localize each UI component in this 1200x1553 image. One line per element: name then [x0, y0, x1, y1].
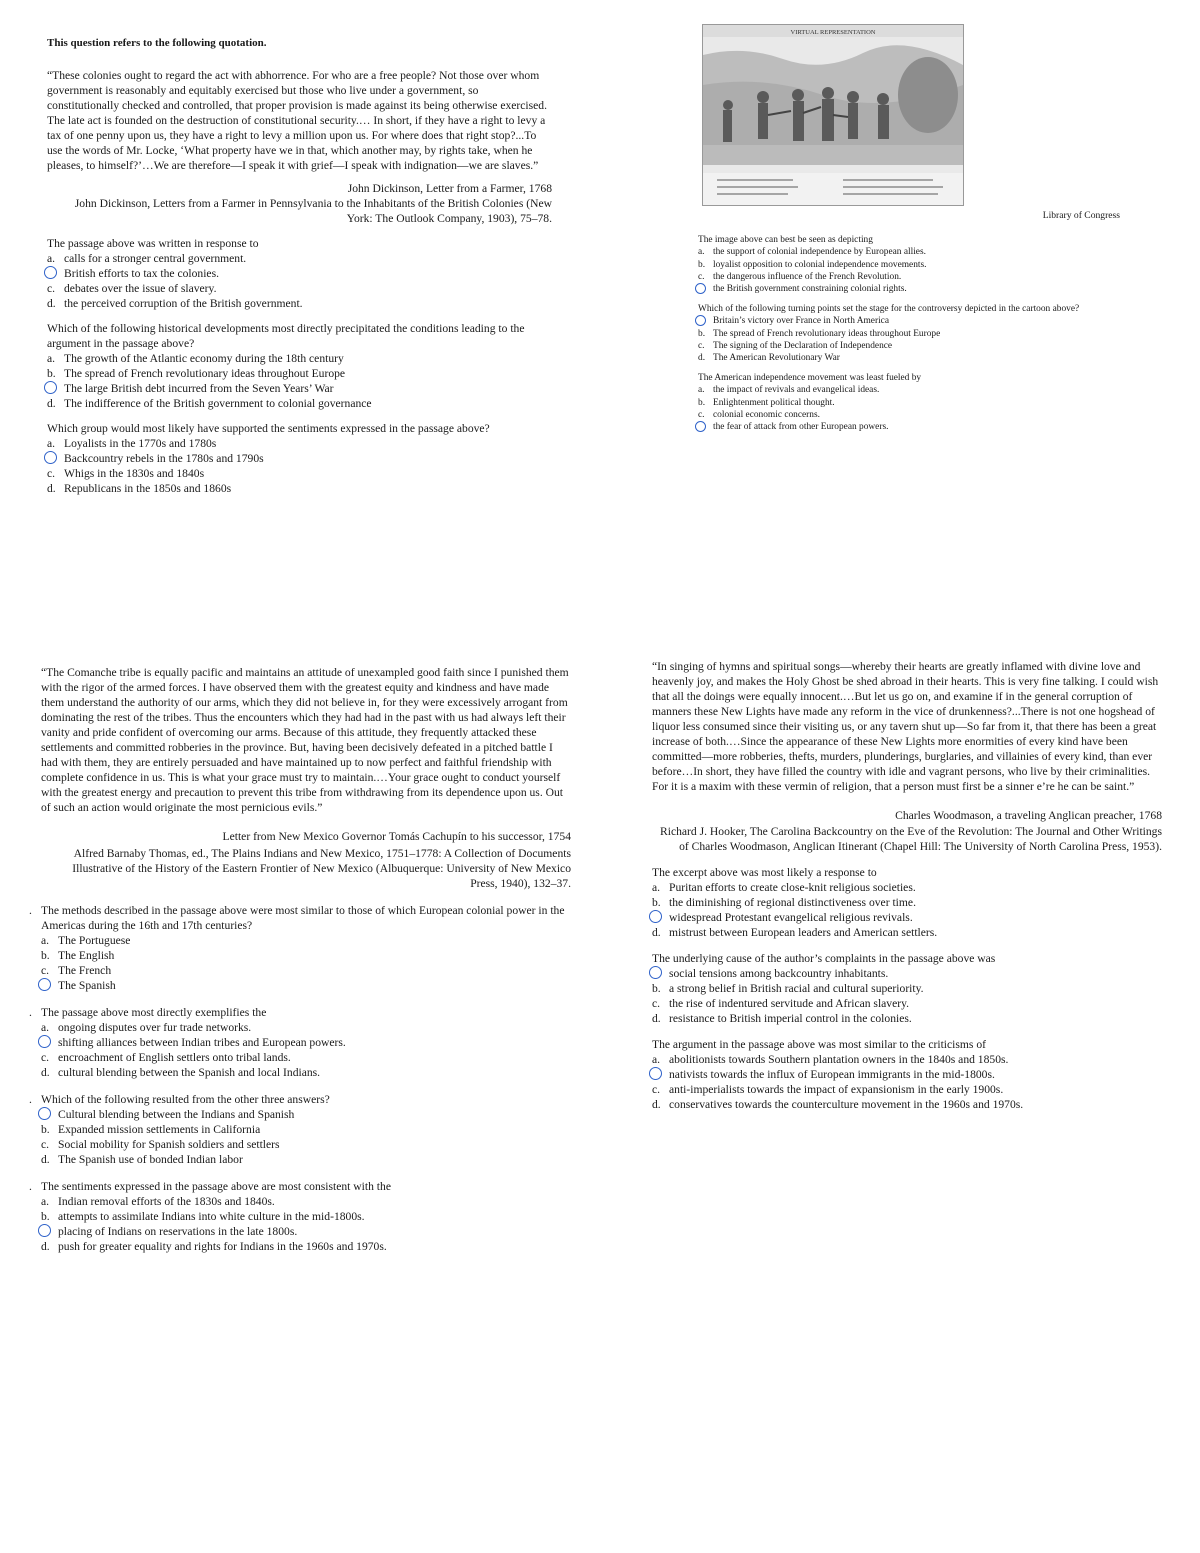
political-cartoon-image — [702, 24, 964, 206]
stem-text: The methods described in the passage above were most similar to those of which European colonial power in the Americas during the 16th and 17th centuries? — [41, 904, 565, 932]
answer-option[interactable] — [41, 1239, 571, 1254]
selected-circle-icon — [649, 1067, 662, 1080]
option-letter: d. — [652, 1098, 661, 1111]
option-text: the British government constraining colonial rights. — [713, 284, 907, 295]
source-line: Richard J. Hooker, The Carolina Backcountry on the Eve of the Revolution: The Journal and Other Writings of Charles Woodmason, Anglican Itinerant (Chapel Hill: The University of North Carolina Press, 1953). — [660, 825, 1162, 853]
image-credit: Library of Congress — [1042, 210, 1120, 221]
option-letter: d. — [652, 1012, 661, 1025]
answer-option[interactable] — [41, 1050, 571, 1065]
question-number-marker: . — [29, 904, 32, 917]
option-text: Expanded mission settlements in California — [58, 1123, 261, 1136]
answer-option[interactable] — [47, 396, 552, 411]
answer-option[interactable] — [698, 340, 1128, 352]
option-text: The Spanish use of bonded Indian labor — [58, 1153, 243, 1166]
quotation: “These colonies ought to regard the act with abhorrence. For who are a free people? Not those over whom government is reasonably and equitably exercised but those who live under a government, so constitutionally checked and controlled, that proper provision is made against its being otherwise exercised. The late act is founded on the destruction of constitutional security.… In short, if they have a right to levy a tax of one penny upon us, they have a right to levy a million upon us. For where does that right stop?...To use the words of Mr. Locke, ‘What property have we in that, which another may, by rights take, when he pleases, to himself?’…We are therefore—I speak it with grief—I speak with indignation—we are slaves.” — [47, 69, 548, 172]
selected-circle-icon — [38, 1035, 51, 1048]
option-letter: c. — [652, 997, 661, 1010]
answer-option[interactable] — [698, 397, 1128, 409]
answer-option-selected[interactable] — [652, 966, 1162, 981]
question-number-marker: . — [29, 1006, 32, 1019]
answer-option[interactable] — [47, 436, 552, 451]
answer-option[interactable] — [698, 352, 1128, 364]
option-letter: b. — [698, 397, 706, 408]
option-text: a strong belief in British racial and cultural superiority. — [669, 982, 924, 995]
answer-option[interactable] — [41, 1152, 571, 1167]
option-text: nativists towards the influx of European immigrants in the mid-1800s. — [669, 1068, 995, 1081]
option-text: Puritan efforts to create close-knit religious societies. — [669, 881, 916, 894]
option-letter: c. — [698, 409, 705, 420]
source-citation — [41, 829, 571, 891]
question-stem: Which of the following historical developments most directly precipitated the conditions leading to the argument in the passage above? — [47, 322, 525, 350]
option-text: shifting alliances between Indian tribes and European powers. — [58, 1036, 346, 1049]
stem-text: The passage above most directly exemplifies the — [41, 1006, 267, 1019]
option-letter: b. — [698, 259, 706, 270]
answer-option[interactable] — [47, 251, 552, 266]
answer-option[interactable] — [652, 1052, 1162, 1067]
option-text: loyalist opposition to colonial independence movements. — [713, 259, 927, 270]
option-letter: b. — [698, 328, 706, 339]
question-stem: The underlying cause of the author’s complaints in the passage above was — [652, 952, 996, 965]
option-letter: a. — [41, 1195, 50, 1208]
question — [652, 951, 1162, 1026]
answer-option[interactable] — [47, 296, 552, 311]
source-line: Charles Woodmason, a traveling Anglican preacher, 1768 — [895, 809, 1162, 822]
option-text: anti-imperialists towards the impact of expansionism in the early 1900s. — [669, 1083, 1004, 1096]
option-letter: c. — [41, 964, 50, 977]
selected-circle-icon — [38, 1107, 51, 1120]
source-citation — [47, 181, 552, 226]
option-letter: b. — [47, 367, 56, 380]
answer-option-selected[interactable] — [652, 1067, 1162, 1082]
answer-option[interactable] — [47, 281, 552, 296]
answer-option[interactable] — [41, 948, 571, 963]
selected-circle-icon — [38, 1224, 51, 1237]
selected-circle-icon — [44, 266, 57, 279]
question — [47, 421, 552, 496]
question-stem — [29, 1092, 571, 1107]
option-letter: a. — [47, 437, 56, 450]
option-letter: c. — [698, 271, 705, 282]
option-text: The spread of French revolutionary ideas throughout Europe — [713, 328, 941, 339]
answer-option[interactable] — [698, 328, 1128, 340]
option-letter: d. — [652, 926, 661, 939]
selected-circle-icon — [44, 451, 57, 464]
answer-option[interactable] — [698, 259, 1128, 271]
option-letter: a. — [698, 385, 705, 396]
answer-option-selected[interactable] — [41, 978, 571, 993]
answer-option[interactable] — [41, 1194, 571, 1209]
question — [29, 903, 571, 993]
option-text: The large British debt incurred from the Seven Years’ War — [64, 382, 334, 395]
question — [698, 234, 1128, 295]
answer-option[interactable] — [652, 996, 1162, 1011]
option-text: widespread Protestant evangelical religious revivals. — [669, 911, 913, 924]
selected-circle-icon — [38, 978, 51, 991]
question-stem: Which group would most likely have supported the sentiments expressed in the passage above? — [47, 422, 490, 435]
answer-option[interactable] — [41, 1137, 571, 1152]
option-text: Indian removal efforts of the 1830s and 1840s. — [58, 1195, 275, 1208]
worksheet-panel-cachupin — [29, 665, 571, 1254]
answer-option[interactable] — [47, 366, 552, 381]
option-text: abolitionists towards Southern plantation owners in the 1840s and 1850s. — [669, 1053, 1009, 1066]
stem-text: The sentiments expressed in the passage above are most consistent with the — [41, 1180, 391, 1193]
option-letter: c. — [41, 1051, 50, 1064]
question — [652, 1037, 1162, 1112]
option-letter: a. — [652, 1053, 661, 1066]
quotation: “In singing of hymns and spiritual songs—whereby their hearts are greatly inflamed with divine love and heavenly joy, and makes the Holy Ghost be shed abroad in their hearts. This is very fine talking. I could wish that all the doings were equally innocent.…But let us go on, and examine if in the general corruption of manners these New Lights have made any reform in the vice of drunkenness?...There is not one hogshead of liquor less consumed since their visiting us, or any tavern shut up—So far from it, that there has been a great increase of both.…Since the appearance of these New Lights more enormities of every kind have been committed—more robberies, thefts, murders, plunderings, burglaries, and villainies of every kind, than ever before…In short, they have filled the country with idle and vagrant persons, who live by their criminalities. For it is a maxim with these vermin of religion, that a person must first be a sinner e’re he can be saint.” — [652, 660, 1159, 793]
option-text: the fear of attack from other European powers. — [713, 422, 889, 433]
question-stem — [29, 903, 571, 933]
option-text: the rise of indentured servitude and African slavery. — [669, 997, 910, 1010]
option-text: the dangerous influence of the French Revolution. — [713, 271, 902, 282]
option-text: The indifference of the British government to colonial governance — [64, 397, 372, 410]
answer-option[interactable] — [41, 1209, 571, 1224]
option-text: The signing of the Declaration of Independence — [713, 340, 893, 351]
option-letter: a. — [41, 934, 50, 947]
answer-option-selected[interactable] — [41, 1224, 571, 1239]
option-text: Social mobility for Spanish soldiers and settlers — [58, 1138, 280, 1151]
option-text: Backcountry rebels in the 1780s and 1790s — [64, 452, 264, 465]
answer-option-selected[interactable] — [698, 283, 1128, 295]
option-text: conservatives towards the counterculture movement in the 1960s and 1970s. — [669, 1098, 1024, 1111]
option-text: Britain’s victory over France in North America — [713, 316, 889, 327]
option-text: the support of colonial independence by European allies. — [713, 247, 926, 258]
option-text: resistance to British imperial control in the colonies. — [669, 1012, 912, 1025]
answer-option-selected[interactable] — [41, 1035, 571, 1050]
option-letter: d. — [47, 482, 56, 495]
option-text: Cultural blending between the Indians and Spanish — [58, 1108, 295, 1121]
question-stem: Which of the following turning points set the stage for the controversy depicted in the cartoon above? — [698, 304, 1080, 315]
option-text: cultural blending between the Spanish and local Indians. — [58, 1066, 321, 1079]
stem-text: Which of the following resulted from the other three answers? — [41, 1093, 330, 1106]
question-stem: The image above can best be seen as depicting — [698, 235, 873, 246]
option-text: The English — [58, 949, 115, 962]
answer-option[interactable] — [698, 409, 1128, 421]
answer-option[interactable] — [47, 351, 552, 366]
option-letter: c. — [41, 1138, 50, 1151]
selected-circle-icon — [44, 381, 57, 394]
answer-option[interactable] — [652, 1097, 1162, 1112]
option-letter: d. — [41, 1153, 50, 1166]
question — [47, 236, 552, 311]
option-letter: a. — [698, 247, 705, 258]
question-stem: The American independence movement was least fueled by — [698, 373, 922, 384]
option-text: The spread of French revolutionary ideas throughout Europe — [64, 367, 346, 380]
option-text: Whigs in the 1830s and 1840s — [64, 467, 205, 480]
option-letter: a. — [47, 352, 56, 365]
question-stem: The passage above was written in response to — [47, 237, 259, 250]
answer-option[interactable] — [698, 271, 1128, 283]
answer-option[interactable] — [652, 925, 1162, 940]
option-text: encroachment of English settlers onto tribal lands. — [58, 1051, 291, 1064]
option-text: colonial economic concerns. — [713, 409, 820, 420]
option-text: placing of Indians on reservations in the late 1800s. — [58, 1225, 298, 1238]
option-letter: d. — [47, 397, 56, 410]
answer-option[interactable] — [41, 1065, 571, 1080]
selected-circle-icon — [695, 421, 706, 432]
cartoon-title: VIRTUAL REPRESENTATION — [790, 29, 876, 36]
option-letter: a. — [47, 252, 56, 265]
question-number-marker: . — [29, 1093, 32, 1106]
intro-line: This question refers to the following quotation. — [47, 37, 267, 49]
question — [29, 1092, 571, 1167]
answer-option-selected[interactable] — [698, 315, 1128, 327]
option-letter: c. — [652, 1083, 661, 1096]
question-stem: The argument in the passage above was most similar to the criticisms of — [652, 1038, 986, 1051]
quotation: “The Comanche tribe is equally pacific and maintains an attitude of unexampled good faith since I punished them with the rigor of the armed forces. I have observed them with the greatest equity and kindness and have made them understand the authority of our arms, which they did not believe in, for they were excessively arrogant from dominating the rest of the tribes. Thus the encounters which they had had in the past with us had always left their vanity and pride confident of overcoming our arms. Because of this attitude, they frequently attacked these settlements and committed robberies in the province. But, having been decisively defeated in a pitched battle I had with them, they are entirely persuaded and have maintained up to now perfect and faithful friendship with complete confidence in us. This is what your grace must try to maintain.…Your grace ought to conduct yourself with the greatest energy and precaution to prevent this tribe from withdrawing from its dependence upon us. Out of such an action would originate the most pernicious evils.” — [41, 666, 569, 814]
option-text: mistrust between European leaders and American settlers. — [669, 926, 938, 939]
option-text: British efforts to tax the colonies. — [64, 267, 219, 280]
answer-option[interactable] — [652, 1082, 1162, 1097]
option-letter: d. — [41, 1066, 50, 1079]
option-text: the diminishing of regional distinctiveness over time. — [669, 896, 916, 909]
option-letter: c. — [47, 467, 56, 480]
source-line: Alfred Barnaby Thomas, ed., The Plains Indians and New Mexico, 1751–1778: A Collection of Documents Illustrative of the History of the Eastern Frontier of New Mexico (Albuquerque: University of New Mexico Press, 1940), 132–37. — [72, 847, 571, 890]
source-line: John Dickinson, Letters from a Farmer in Pennsylvania to the Inhabitants of the British Colonies (New York: The Outlook Company, 1903), 75–78. — [74, 197, 552, 225]
option-letter: b. — [41, 949, 50, 962]
answer-option-selected[interactable] — [698, 421, 1128, 433]
worksheet-panel-cartoon — [698, 24, 1128, 433]
selected-circle-icon — [649, 910, 662, 923]
option-text: Republicans in the 1850s and 1860s — [64, 482, 232, 495]
option-letter: a. — [652, 881, 661, 894]
answer-option[interactable] — [41, 1122, 571, 1137]
option-text: push for greater equality and rights for Indians in the 1960s and 1970s. — [58, 1240, 387, 1253]
selected-circle-icon — [695, 283, 706, 294]
question — [29, 1005, 571, 1080]
answer-option-selected[interactable] — [47, 266, 552, 281]
option-letter: c. — [698, 340, 705, 351]
option-letter: d. — [698, 353, 706, 364]
question — [652, 865, 1162, 940]
answer-option[interactable] — [698, 246, 1128, 258]
option-text: debates over the issue of slavery. — [64, 282, 217, 295]
answer-option[interactable] — [698, 384, 1128, 396]
answer-option[interactable] — [652, 1011, 1162, 1026]
answer-option-selected[interactable] — [47, 451, 552, 466]
option-text: The Spanish — [58, 979, 116, 992]
option-letter: b. — [652, 982, 661, 995]
option-text: The growth of the Atlantic economy during the 18th century — [64, 352, 344, 365]
answer-option[interactable] — [41, 933, 571, 948]
source-line: John Dickinson, Letter from a Farmer, 1768 — [347, 182, 552, 195]
answer-option[interactable] — [47, 466, 552, 481]
option-text: Enlightenment political thought. — [713, 397, 835, 408]
answer-option[interactable] — [652, 880, 1162, 895]
option-text: social tensions among backcountry inhabitants. — [669, 967, 889, 980]
selected-circle-icon — [695, 315, 706, 326]
question — [698, 303, 1128, 364]
question-stem — [29, 1179, 571, 1194]
answer-option[interactable] — [47, 481, 552, 496]
question — [29, 1179, 571, 1254]
worksheet-panel-dickinson — [47, 36, 552, 496]
answer-option-selected[interactable] — [652, 910, 1162, 925]
option-text: The American Revolutionary War — [713, 353, 840, 364]
option-letter: b. — [41, 1210, 50, 1223]
answer-option[interactable] — [41, 1020, 571, 1035]
question — [47, 321, 552, 411]
answer-option[interactable] — [652, 895, 1162, 910]
worksheet-panel-woodmason — [652, 659, 1162, 1112]
option-text: The French — [58, 964, 112, 977]
question — [698, 372, 1128, 433]
cartoon-illustration — [703, 25, 963, 205]
option-text: the impact of revivals and evangelical ideas. — [713, 385, 880, 396]
question-stem — [29, 1005, 571, 1020]
option-text: The Portuguese — [58, 934, 131, 947]
source-citation — [652, 808, 1162, 854]
option-letter: b. — [652, 896, 661, 909]
answer-option[interactable] — [41, 963, 571, 978]
option-letter: d. — [47, 297, 56, 310]
answer-option-selected[interactable] — [41, 1107, 571, 1122]
selected-circle-icon — [649, 966, 662, 979]
option-letter: d. — [41, 1240, 50, 1253]
question-number-marker: . — [29, 1180, 32, 1193]
answer-option-selected[interactable] — [47, 381, 552, 396]
option-text: ongoing disputes over fur trade networks. — [58, 1021, 252, 1034]
option-letter: c. — [47, 282, 56, 295]
option-text: attempts to assimilate Indians into white culture in the mid-1800s. — [58, 1210, 365, 1223]
option-text: Loyalists in the 1770s and 1780s — [64, 437, 217, 450]
option-letter: b. — [41, 1123, 50, 1136]
answer-option[interactable] — [652, 981, 1162, 996]
option-text: calls for a stronger central government. — [64, 252, 247, 265]
question-stem: The excerpt above was most likely a response to — [652, 866, 877, 879]
source-line: Letter from New Mexico Governor Tomás Cachupín to his successor, 1754 — [222, 830, 571, 843]
option-letter: a. — [41, 1021, 50, 1034]
option-text: the perceived corruption of the British government. — [64, 297, 303, 310]
